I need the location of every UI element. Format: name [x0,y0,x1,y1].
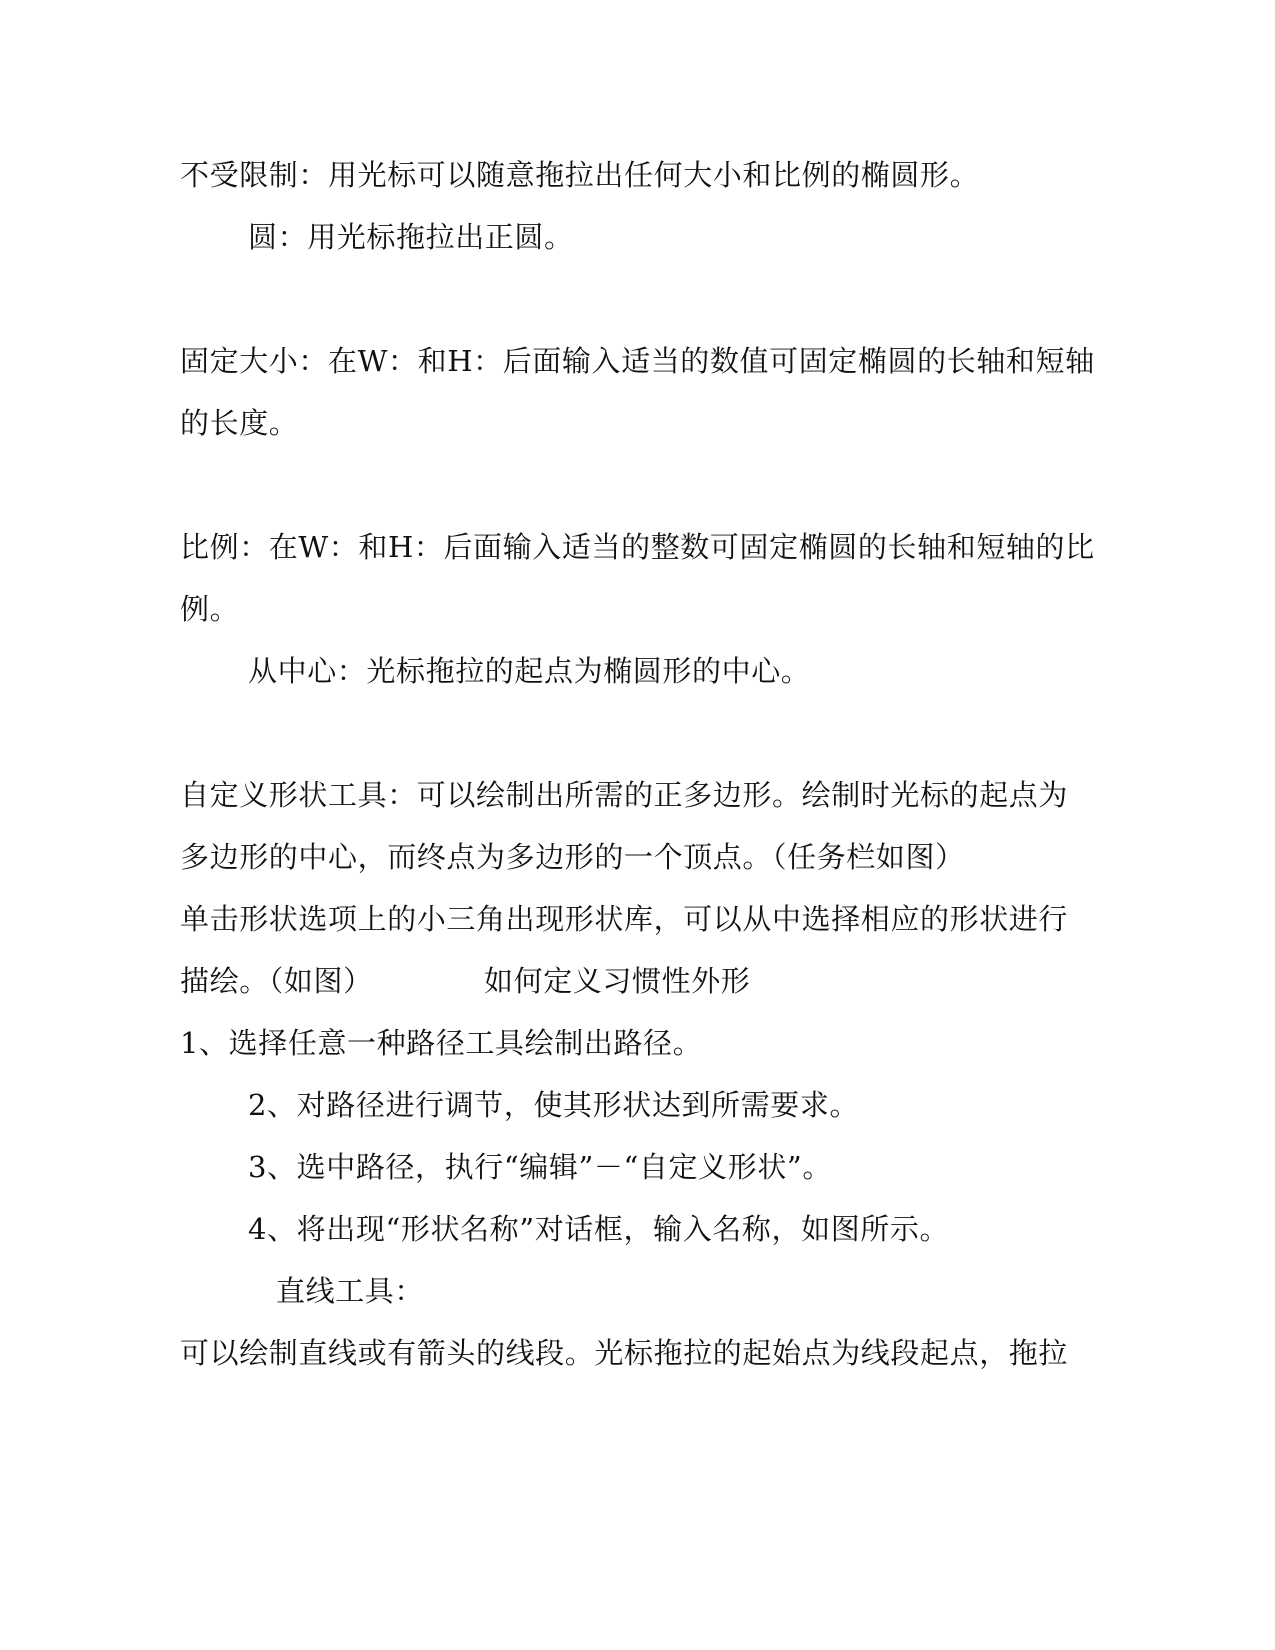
step-4: 4、将出现“形状名称”对话框，输入名称，如图所示。 [248,1212,950,1246]
paragraph-shape-library-line-2: 描绘。（如图） [180,964,373,998]
paragraph-fixed-size-line-2: 的长度。 [180,406,299,440]
paragraph-custom-shape-line-2: 多边形的中心，而终点为多边形的一个顶点。（任务栏如图） [180,840,965,874]
step-3: 3、选中路径，执行“编辑”－“自定义形状”。 [248,1150,832,1184]
step-2: 2、对路径进行调节，使其形状达到所需要求。 [248,1088,860,1122]
paragraph-ratio-line-2: 例。 [180,592,240,626]
paragraph-shape-library-line-1: 单击形状选项上的小三角出现形状库，可以从中选择相应的形状进行 [180,902,1069,936]
paragraph-custom-shape-line-1: 自定义形状工具：可以绘制出所需的正多边形。绘制时光标的起点为 [180,778,1069,812]
paragraph-from-center: 从中心：光标拖拉的起点为椭圆形的中心。 [248,654,811,688]
step-1: 1、选择任意一种路径工具绘制出路径。 [180,1026,703,1060]
paragraph-fixed-size-line-1: 固定大小：在W：和H：后面输入适当的数值可固定椭圆的长轴和短轴 [180,344,1095,378]
paragraph-ratio-line-1: 比例：在W：和H：后面输入适当的整数可固定椭圆的长轴和短轴的比 [180,530,1095,564]
paragraph-circle: 圆：用光标拖拉出正圆。 [248,220,574,254]
paragraph-line-tool: 可以绘制直线或有箭头的线段。光标拖拉的起始点为线段起点，拖拉 [180,1336,1069,1370]
heading-define-custom-shape: 如何定义习惯性外形 [484,964,751,998]
paragraph-unrestricted: 不受限制：用光标可以随意拖拉出任何大小和比例的椭圆形。 [180,158,980,192]
heading-line-tool: 直线工具： [276,1274,425,1308]
